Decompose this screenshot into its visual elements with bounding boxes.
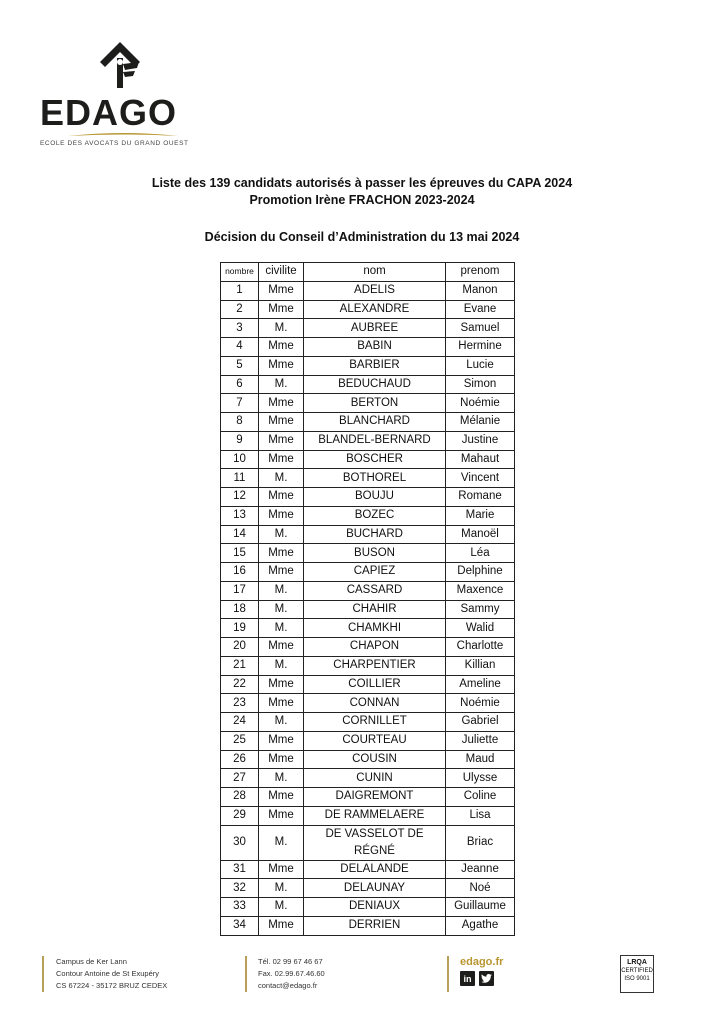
table-row [221,506,515,525]
table-row [221,619,515,638]
table-row [221,600,515,619]
cell-nombre: 29 [221,806,259,825]
footer-divider [447,956,449,992]
header-nom: nom [304,263,446,282]
header-civilite: civilite [259,263,304,282]
cell-civilite: M. [259,898,304,917]
table-row [221,563,515,582]
cell-nom: COILLIER [304,675,446,694]
footer-email[interactable]: contact@edago.fr [258,981,318,990]
candidates-table [220,262,515,936]
cell-civilite: M. [259,469,304,488]
table-row [221,281,515,300]
cell-nombre: 28 [221,788,259,807]
cell-nom: COURTEAU [304,731,446,750]
cell-nom: BOTHOREL [304,469,446,488]
address-line-2: Contour Antoine de St Exupéry [56,969,159,978]
cell-prenom: Marie [446,506,515,525]
cell-prenom: Maxence [446,581,515,600]
table-row [221,469,515,488]
cell-nombre: 7 [221,394,259,413]
cell-nom: CASSARD [304,581,446,600]
cell-prenom: Lucie [446,356,515,375]
table-row [221,300,515,319]
cell-nombre: 2 [221,300,259,319]
cell-prenom: Samuel [446,319,515,338]
cell-civilite: Mme [259,675,304,694]
table-row [221,375,515,394]
table-row [221,581,515,600]
table-row [221,713,515,732]
cell-nombre: 26 [221,750,259,769]
cell-civilite: Mme [259,300,304,319]
cell-nombre: 34 [221,916,259,935]
cell-nombre: 17 [221,581,259,600]
table-row [221,413,515,432]
footer-web [460,956,503,986]
cell-prenom: Sammy [446,600,515,619]
title-line-2: Promotion Irène FRACHON 2023-2024 [249,193,475,207]
cell-civilite: Mme [259,563,304,582]
logo-mark-icon [95,40,145,95]
address-line-1: Campus de Ker Lann [56,957,127,966]
cell-prenom: Evane [446,300,515,319]
logo-wordmark: EDAGO [40,92,178,133]
cell-prenom: Agathe [446,916,515,935]
cell-civilite: Mme [259,488,304,507]
cell-nom: BLANCHARD [304,413,446,432]
cell-civilite: Mme [259,860,304,879]
table-row [221,319,515,338]
cell-civilite: Mme [259,638,304,657]
cell-nom: DE RAMMELAERE [304,806,446,825]
cell-civilite: M. [259,581,304,600]
cell-nombre: 5 [221,356,259,375]
cell-prenom: Justine [446,431,515,450]
table-row [221,338,515,357]
cell-prenom: Coline [446,788,515,807]
cell-civilite: Mme [259,788,304,807]
cell-nombre: 8 [221,413,259,432]
cell-civilite: M. [259,713,304,732]
certification-badge [620,955,654,993]
cell-nom: BUSON [304,544,446,563]
cell-prenom: Noémie [446,394,515,413]
cell-nom: BOZEC [304,506,446,525]
footer-contact [258,956,325,992]
cell-prenom: Manoël [446,525,515,544]
cell-civilite: Mme [259,338,304,357]
header-nombre: nombre [221,263,259,282]
cell-nom: ALEXANDRE [304,300,446,319]
cell-nom: BOUJU [304,488,446,507]
cell-civilite: M. [259,656,304,675]
cell-civilite: Mme [259,413,304,432]
cell-nombre: 9 [221,431,259,450]
cell-civilite: Mme [259,806,304,825]
cell-nombre: 6 [221,375,259,394]
footer [0,950,724,1000]
cell-nom: BUCHARD [304,525,446,544]
table-row [221,431,515,450]
cell-nombre: 4 [221,338,259,357]
cell-nom: DENIAUX [304,898,446,917]
cell-nombre: 31 [221,860,259,879]
cell-nom: DERRIEN [304,916,446,935]
table-row [221,356,515,375]
cell-civilite: Mme [259,916,304,935]
cell-civilite: Mme [259,544,304,563]
footer-fax: Fax. 02.99.67.46.60 [258,969,325,978]
table-row [221,788,515,807]
table-row [221,656,515,675]
cell-nombre: 20 [221,638,259,657]
cell-nom: AUBREE [304,319,446,338]
cell-nom: CHAMKHI [304,619,446,638]
cert-label: CERTIFIED [621,968,653,974]
document-title [0,175,724,209]
footer-phone: Tél. 02 99 67 46 67 [258,957,323,966]
table-row [221,750,515,769]
cell-nom: COUSIN [304,750,446,769]
cell-nom: BEDUCHAUD [304,375,446,394]
cell-prenom: Ameline [446,675,515,694]
footer-divider [245,956,247,992]
cell-nom: DELAUNAY [304,879,446,898]
cell-nombre: 23 [221,694,259,713]
cell-nom: BABIN [304,338,446,357]
table-row [221,825,515,860]
table-row [221,731,515,750]
cell-civilite: M. [259,879,304,898]
cell-prenom: Vincent [446,469,515,488]
header-prenom: prenom [446,263,515,282]
cert-standard: ISO 9001 [624,976,650,982]
table-row [221,525,515,544]
logo-swoosh-icon [68,132,178,138]
cell-prenom: Mahaut [446,450,515,469]
cell-prenom: Mélanie [446,413,515,432]
table-row [221,394,515,413]
table-row [221,638,515,657]
cell-prenom: Guillaume [446,898,515,917]
footer-address [56,956,167,992]
cell-prenom: Noé [446,879,515,898]
cell-prenom: Maud [446,750,515,769]
cell-nombre: 19 [221,619,259,638]
cell-prenom: Manon [446,281,515,300]
table-row [221,860,515,879]
table-body [221,281,515,935]
cell-prenom: Léa [446,544,515,563]
cell-prenom: Charlotte [446,638,515,657]
cell-nombre: 25 [221,731,259,750]
cell-nom: CONNAN [304,694,446,713]
table-row [221,694,515,713]
cell-civilite: M. [259,319,304,338]
table-row [221,898,515,917]
cell-nombre: 1 [221,281,259,300]
table-row [221,879,515,898]
cell-prenom: Gabriel [446,713,515,732]
logo-tagline: ECOLE DES AVOCATS DU GRAND OUEST [40,140,189,147]
cell-civilite: M. [259,825,304,860]
social-links [460,971,503,986]
cell-nombre: 12 [221,488,259,507]
cell-nombre: 21 [221,656,259,675]
twitter-icon[interactable] [479,971,494,986]
cell-civilite: Mme [259,506,304,525]
website-link[interactable]: edago.fr [460,956,504,968]
cell-civilite: Mme [259,394,304,413]
cell-civilite: Mme [259,431,304,450]
cell-civilite: M. [259,769,304,788]
table-row [221,450,515,469]
cell-nom: CUNIN [304,769,446,788]
cell-nombre: 27 [221,769,259,788]
title-line-1: Liste des 139 candidats autorisés à passer les épreuves du CAPA 2024 [151,176,573,190]
footer-divider [42,956,44,992]
cell-nom: CORNILLET [304,713,446,732]
cell-nom: BARBIER [304,356,446,375]
cell-nom: BOSCHER [304,450,446,469]
cert-name: LRQA [627,959,647,966]
cell-nombre: 33 [221,898,259,917]
cell-civilite: Mme [259,281,304,300]
cell-nombre: 24 [221,713,259,732]
cell-prenom: Walid [446,619,515,638]
cell-civilite: Mme [259,750,304,769]
table-row [221,488,515,507]
cell-civilite: M. [259,619,304,638]
cell-civilite: Mme [259,450,304,469]
cell-prenom: Jeanne [446,860,515,879]
address-line-3: CS 67224 - 35172 BRUZ CEDEX [56,981,168,990]
cell-nombre: 22 [221,675,259,694]
table-row [221,916,515,935]
cell-nombre: 13 [221,506,259,525]
cell-nombre: 10 [221,450,259,469]
cell-civilite: Mme [259,731,304,750]
cell-prenom: Ulysse [446,769,515,788]
cell-prenom: Lisa [446,806,515,825]
linkedin-icon[interactable]: in [460,971,475,986]
cell-nom: DE VASSELOT DE RÉGNÉ [304,825,446,860]
table-row [221,806,515,825]
cell-nombre: 30 [221,825,259,860]
table-row [221,544,515,563]
cell-nombre: 18 [221,600,259,619]
cell-prenom: Killian [446,656,515,675]
cell-civilite: M. [259,525,304,544]
cell-nombre: 15 [221,544,259,563]
cell-civilite: M. [259,375,304,394]
cell-prenom: Romane [446,488,515,507]
cell-civilite: M. [259,600,304,619]
cell-nombre: 14 [221,525,259,544]
cell-nombre: 11 [221,469,259,488]
cell-nom: ADELIS [304,281,446,300]
cell-civilite: Mme [259,356,304,375]
cell-nom: BLANDEL-BERNARD [304,431,446,450]
cell-prenom: Delphine [446,563,515,582]
cell-nom: DELALANDE [304,860,446,879]
cell-civilite: Mme [259,694,304,713]
cell-nom: BERTON [304,394,446,413]
cell-nombre: 16 [221,563,259,582]
cell-nom: CHAHIR [304,600,446,619]
cell-nombre: 3 [221,319,259,338]
table-row [221,675,515,694]
table-row [221,769,515,788]
cell-prenom: Juliette [446,731,515,750]
cell-nombre: 32 [221,879,259,898]
cell-nom: DAIGREMONT [304,788,446,807]
cell-prenom: Briac [446,825,515,860]
cell-nom: CHAPON [304,638,446,657]
cell-prenom: Simon [446,375,515,394]
cell-prenom: Hermine [446,338,515,357]
cell-nom: CAPIEZ [304,563,446,582]
cell-prenom: Noémie [446,694,515,713]
decision-line: Décision du Conseil d’Administration du 13 mai 2024 [204,230,520,244]
cell-nom: CHARPENTIER [304,656,446,675]
table-header-row [221,263,515,282]
